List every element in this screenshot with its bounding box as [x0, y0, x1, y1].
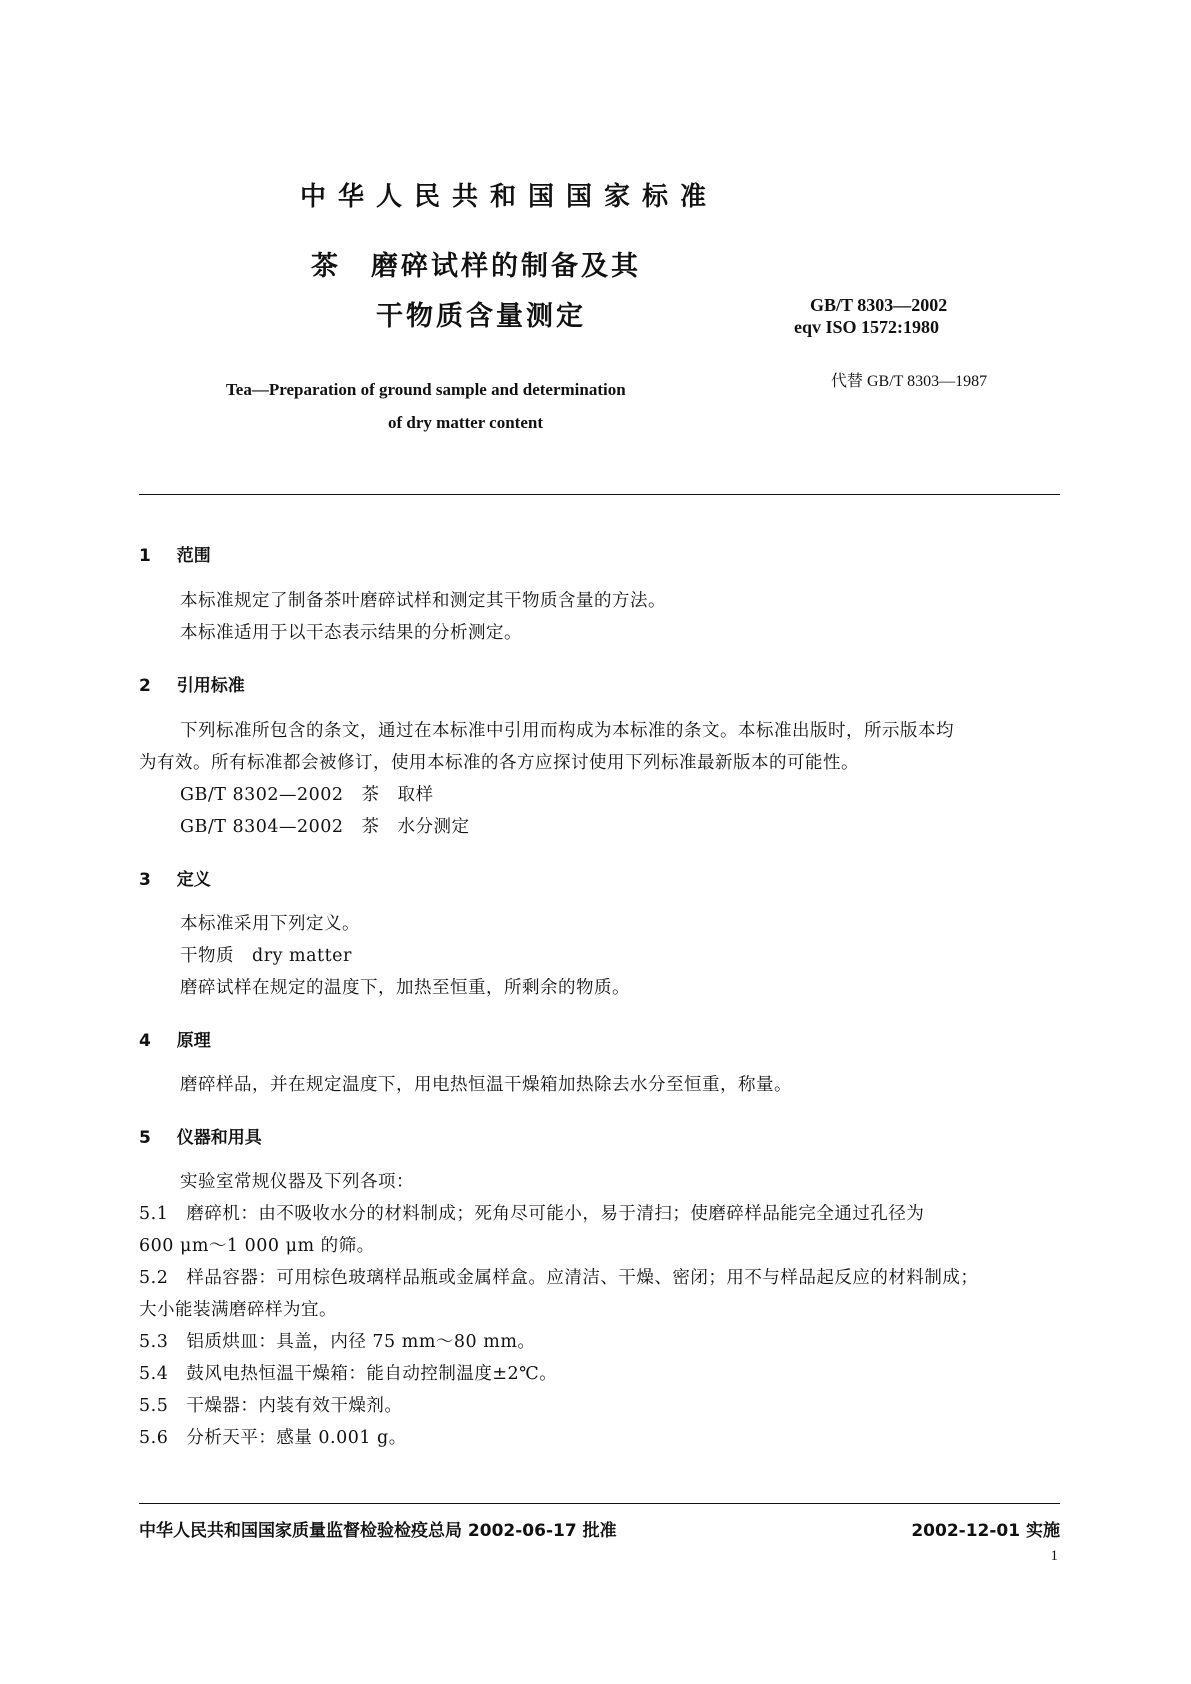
section-number: 3: [139, 870, 151, 890]
section-5-item-cont: 大小能装满磨碎样为宜。: [139, 1300, 337, 1320]
reference-item: GB/T 8304—2002 茶 水分测定: [180, 817, 470, 837]
replaces-code: 代替 GB/T 8303—1987: [831, 373, 988, 390]
standard-code: GB/T 8303—2002: [810, 295, 948, 315]
section-5-item: 5.5 干燥器：内装有效干燥剂。: [139, 1396, 403, 1416]
title-cn-line1: 茶 磨碎试样的制备及其: [311, 251, 641, 282]
section-2-heading: [139, 671, 245, 696]
section-5-item: 5.1 磨碎机：由不吸收水分的材料制成；死角尽可能小，易于清扫；使磨碎样品能完全通过孔径为: [139, 1204, 925, 1224]
section-title: 定义: [176, 870, 211, 890]
section-4-para: 磨碎样品，并在规定温度下，用电热恒温干燥箱加热除去水分至恒重，称量。: [180, 1075, 792, 1095]
section-5-item-cont: 600 μm～1 000 μm 的筛。: [139, 1236, 375, 1256]
section-title: 仪器和用具: [176, 1128, 262, 1148]
section-title: 原理: [176, 1031, 211, 1051]
section-3-para: 干物质 dry matter: [180, 946, 352, 966]
section-number: 5: [139, 1128, 151, 1148]
section-1-heading: [139, 541, 211, 566]
footer-rule: [139, 1503, 1060, 1504]
section-1-para: 本标准规定了制备茶叶磨碎试样和测定其干物质含量的方法。: [180, 591, 666, 611]
eqv-code: eqv ISO 1572:1980: [794, 317, 940, 337]
issuer-approval: 中华人民共和国国家质量监督检验检疫总局 2002-06-17 批准: [139, 1521, 617, 1541]
section-title: 范围: [176, 546, 211, 566]
section-5-heading: [139, 1123, 262, 1148]
standard-title: 中华人民共和国国家标准: [300, 182, 719, 212]
section-4-heading: [139, 1026, 211, 1051]
section-5-item: 5.6 分析天平：感量 0.001 g。: [139, 1428, 407, 1448]
reference-item: GB/T 8302—2002 茶 取样: [180, 785, 434, 805]
section-number: 4: [139, 1031, 151, 1051]
section-5-item: 5.4 鼓风电热恒温干燥箱：能自动控制温度±2℃。: [139, 1364, 558, 1384]
header-rule: [139, 494, 1060, 495]
title-en-line1: Tea—Preparation of ground sample and determination: [226, 380, 626, 399]
section-5-para: 实验室常规仪器及下列各项：: [180, 1172, 414, 1192]
section-2-para: 下列标准所包含的条文，通过在本标准中引用而构成为本标准的条文。本标准出版时，所示版本均: [180, 721, 954, 741]
section-3-heading: [139, 865, 211, 890]
section-3-para: 本标准采用下列定义。: [180, 914, 360, 934]
section-number: 2: [139, 676, 151, 696]
title-en-line2: of dry matter content: [388, 413, 544, 432]
section-3-para: 磨碎试样在规定的温度下，加热至恒重，所剩余的物质。: [180, 978, 630, 998]
section-title: 引用标准: [176, 676, 245, 696]
section-5-item: 5.2 样品容器：可用棕色玻璃样品瓶或金属样盒。应清洁、干燥、密闭；用不与样品起反应的材料制成；: [139, 1268, 979, 1288]
section-number: 1: [139, 546, 151, 566]
section-1-para: 本标准适用于以干态表示结果的分析测定。: [180, 623, 522, 643]
page-number: 1: [1050, 1548, 1058, 1564]
effective-date: 2002-12-01 实施: [911, 1521, 1060, 1541]
section-2-para: 为有效。所有标准都会被修订，使用本标准的各方应探讨使用下列标准最新版本的可能性。: [139, 753, 859, 773]
section-5-item: 5.3 铝质烘皿：具盖，内径 75 mm～80 mm。: [139, 1332, 536, 1352]
title-cn-line2: 干物质含量测定: [376, 301, 586, 332]
